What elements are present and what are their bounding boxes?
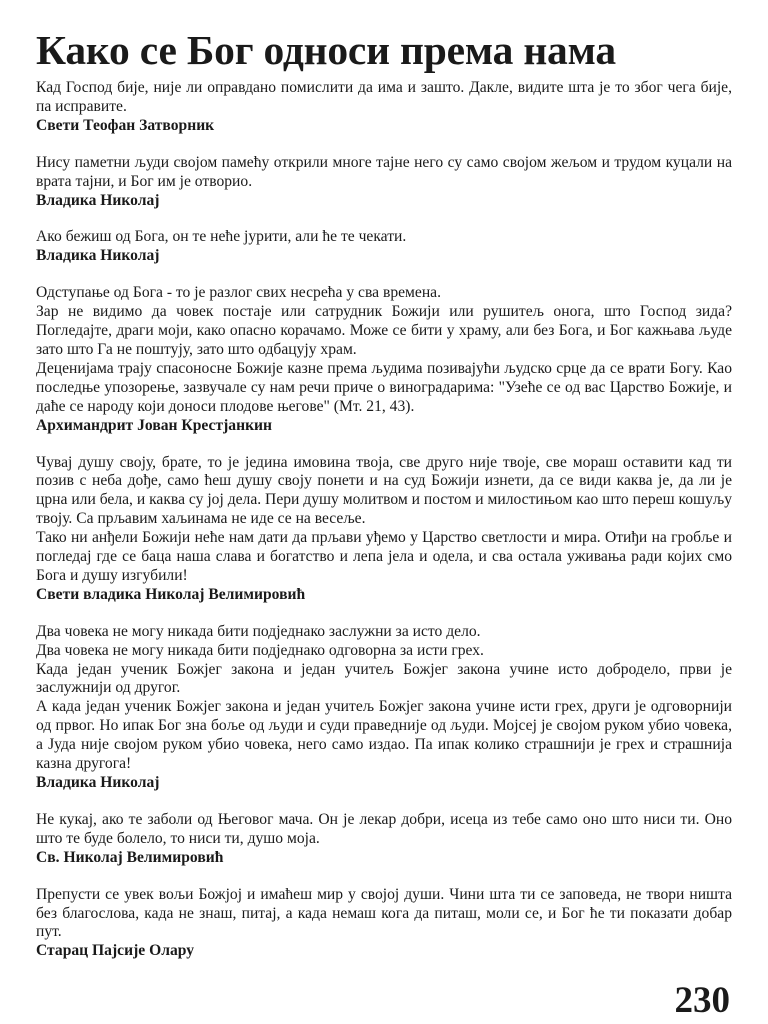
page-title: Како се Бог односи према нама (36, 27, 616, 73)
quote-block (36, 886, 732, 962)
quote-paragraph: Чувај душу своју, брате, то је једина имовина твоја, све друго није твоје, све мораш оставити кад ти позив с неба дође, само ћеш душу своју понети и на суд Божији изнети, да се види каква је, да ли је црна или бела, и каква су јој дела. Пери душу молитвом и постом и милостињом као што переш кошуљу твоју. Са прљавим хаљинама не иде се на весеље. (36, 453, 732, 528)
quote-paragraph: Одступање од Бога - то је разлог свих несрећа у сва времена. (36, 284, 441, 302)
quote-block (36, 228, 732, 266)
quote-block (36, 79, 732, 136)
page (36, 26, 732, 979)
page-number: 230 (674, 980, 730, 1021)
quote-author: Св. Николај Велимировић (36, 848, 224, 866)
quote-block (36, 154, 732, 211)
quote-paragraph: Кад Господ бије, није ли оправдано помислити да има и зашто. Дакле, видите шта је то због чега бије, па исправите. (36, 79, 732, 115)
quote-paragraph: Тако ни анђели Божији неће нам дати да прљави уђемо у Царство светлости и мира. Отиђи на гробље и погледај где се баца наша слава и богатство и лепа јела и одела, и сва остала уживања ради којих смо Бога и душу изгубили! (36, 529, 732, 584)
quote-block (36, 454, 732, 605)
quote-author: Владика Николај (36, 774, 160, 791)
quote-author: Архимандрит Јован Крестјанкин (36, 416, 273, 434)
quote-author: Свети владика Николај Велимировић (36, 585, 306, 603)
quote-author: Старац Пајсије Олару (36, 942, 195, 960)
quote-paragraph: Препусти се увек вољи Божјој и имаћеш мир у својој души. Чини шта ти се заповеда, не твори ништа без благослова, када не знаш, питај, а када немаш кога да питаш, моли се, и Бог ће ти показати добар пут. (36, 885, 732, 941)
quote-paragraph: Два човека не могу никада бити подједнако заслужни за исто дело. (36, 622, 481, 640)
quote-paragraph: Зар не видимо да човек постаје или сатрудник Божији или рушитељ онога, што Господ зида? Погледајте, драги моји, како опасно корачамо. Може се бити у храму, али без Бога, и Бог кажњава људе зато што Га не поштују, зато што одбацују храм. (36, 303, 732, 358)
quotes-list (36, 79, 732, 961)
quote-block (36, 623, 732, 793)
quote-paragraph: Деценијама трају спасоносне Божије казне према људима позивајући људско срце да се врати Богу. Као последње упозорење, зазвучале су нам речи приче о виноградарима: "Узеће се од вас Царство Божије, и даће се народу који доноси плодове његове" (Мт. 21, 43). (36, 359, 732, 415)
quote-paragraph: А када један ученик Божјег закона и један учитељ Божјег закона учине исти грех, други је одговорнији од првог. Но ипак Бог зна боље од људи и суди праведније од људи. Мојсеј је својом руком убио човека, а Јуда није својом руком убио човека, него само издао. Па ипак колико страшнији је грех и страшнија казна другога! (36, 698, 732, 773)
quote-block (36, 284, 732, 435)
quote-author: Свети Теофан Затворник (36, 116, 215, 134)
quote-author: Владика Николај (36, 247, 160, 265)
quote-paragraph: Ако бежиш од Бога, он те неће јурити, али ће те чекати. (36, 228, 407, 246)
quote-paragraph: Два човека не могу никада бити подједнако одговорна за исти грех. (36, 641, 484, 659)
quote-paragraph: Не кукај, ако те заболи од Његовог мача. Он је лекар добри, исеца из тебе само оно што ниси ти. Оно што те буде болело, то ниси ти, душо моја. (36, 810, 732, 847)
quote-paragraph: Нису паметни људи својом памећу открили многе тајне него су само својом жељом и трудом куцали на врата тајни, и Бог им је отворио. (36, 153, 732, 190)
quote-author: Владика Николај (36, 191, 160, 209)
quote-block (36, 811, 732, 868)
quote-paragraph: Када један ученик Божјег закона и један учитељ Божјег закона учине исто добродело, први је заслужнији од другог. (36, 660, 732, 697)
